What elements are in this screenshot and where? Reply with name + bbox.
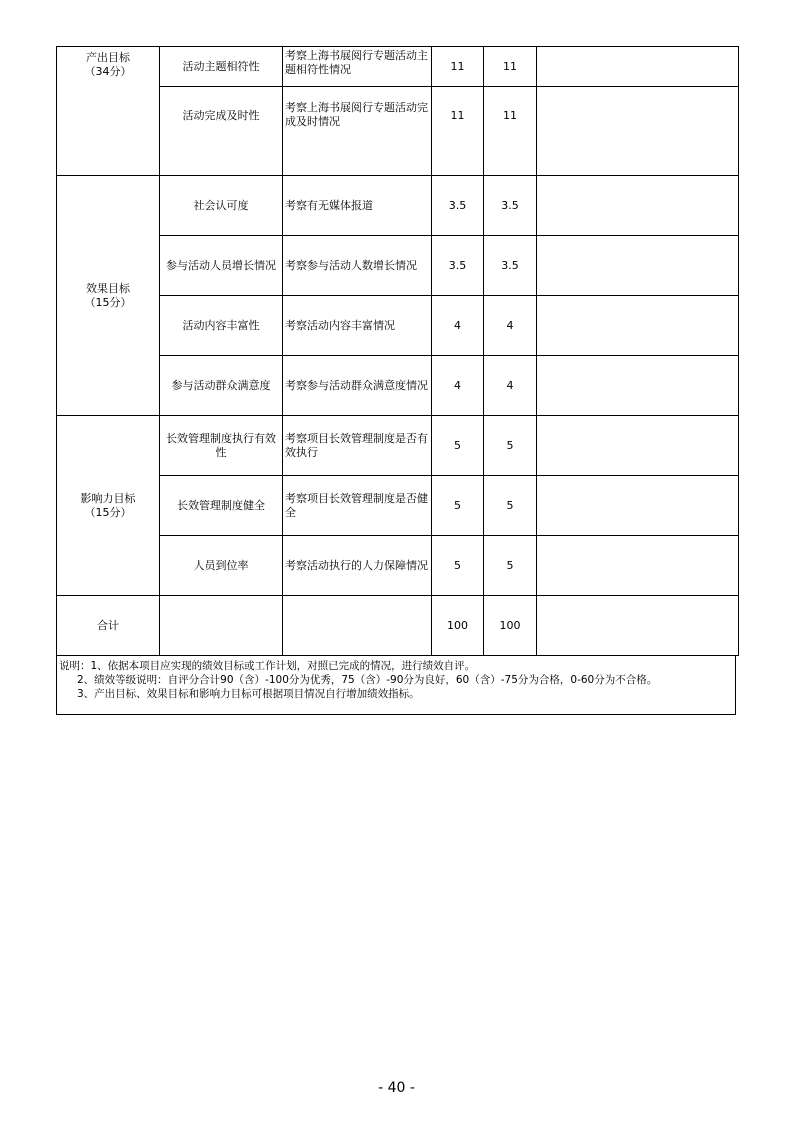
score-cell: 5 — [484, 416, 537, 476]
score-cell: 4 — [484, 296, 537, 356]
note-line-1: 说明：1、依据本项目应实现的绩效目标或工作计划，对照已完成的情况，进行绩效自评。 — [59, 660, 476, 672]
table-row — [57, 296, 739, 356]
table-row — [57, 356, 739, 416]
note-line-3: 3、产出目标、效果目标和影响力目标可根据项目情况自行增加绩效指标。 — [77, 688, 420, 700]
note-line-2: 2、绩效等级说明：自评分合计90（含）-100分为优秀，75（含）-90分为良好，60（含）-75分为合格，0-60分为不合格。 — [77, 674, 658, 686]
standard-cell: 考察上海书展阅行专题活动完成及时情况 — [283, 87, 432, 176]
score-cell: 11 — [484, 87, 537, 176]
table-row — [57, 416, 739, 476]
notes-block — [56, 655, 736, 715]
performance-table-sheet — [56, 46, 738, 716]
remark-cell — [537, 47, 739, 87]
empty-cell — [537, 596, 739, 656]
category-points: （15分） — [84, 505, 132, 519]
standard-cell: 考察活动执行的人力保障情况 — [283, 536, 432, 596]
weight-cell: 11 — [432, 47, 484, 87]
weight-cell: 5 — [432, 416, 484, 476]
empty-cell — [160, 596, 283, 656]
table-row — [57, 176, 739, 236]
score-cell: 3.5 — [484, 176, 537, 236]
remark-cell — [537, 356, 739, 416]
category-label: 产出目标 — [86, 51, 130, 64]
category-label: 影响力目标 — [80, 491, 136, 505]
remark-cell — [537, 176, 739, 236]
weight-cell: 3.5 — [432, 236, 484, 296]
indicator-cell: 活动内容丰富性 — [160, 296, 283, 356]
indicator-cell: 活动完成及时性 — [160, 87, 283, 176]
weight-cell: 11 — [432, 87, 484, 176]
weight-cell: 5 — [432, 476, 484, 536]
standard-cell: 考察项目长效管理制度是否健全 — [283, 476, 432, 536]
category-label: 效果目标 — [86, 281, 130, 295]
indicator-cell: 参与活动群众满意度 — [160, 356, 283, 416]
weight-cell: 4 — [432, 296, 484, 356]
standard-cell: 考察参与活动人数增长情况 — [283, 236, 432, 296]
remark-cell — [537, 296, 739, 356]
score-cell: 5 — [484, 476, 537, 536]
indicator-cell: 社会认可度 — [160, 176, 283, 236]
category-points: （34分） — [84, 65, 132, 78]
indicator-cell: 长效管理制度健全 — [160, 476, 283, 536]
standard-cell: 考察有无媒体报道 — [283, 176, 432, 236]
category-effect — [57, 176, 160, 416]
weight-cell: 3.5 — [432, 176, 484, 236]
indicator-cell: 活动主题相符性 — [160, 47, 283, 87]
standard-cell: 考察项目长效管理制度是否有效执行 — [283, 416, 432, 476]
table-row — [57, 476, 739, 536]
indicator-cell: 参与活动人员增长情况 — [160, 236, 283, 296]
score-cell: 3.5 — [484, 236, 537, 296]
table-row — [57, 47, 739, 87]
table-row — [57, 236, 739, 296]
total-row — [57, 596, 739, 656]
total-label: 合计 — [57, 596, 160, 656]
remark-cell — [537, 416, 739, 476]
remark-cell — [537, 87, 739, 176]
remark-cell — [537, 536, 739, 596]
standard-cell: 考察活动内容丰富情况 — [283, 296, 432, 356]
score-cell: 4 — [484, 356, 537, 416]
performance-table — [56, 46, 739, 656]
table-row — [57, 87, 739, 176]
remark-cell — [537, 236, 739, 296]
empty-cell — [283, 596, 432, 656]
category-influence — [57, 416, 160, 596]
weight-cell: 4 — [432, 356, 484, 416]
remark-cell — [537, 476, 739, 536]
weight-cell: 5 — [432, 536, 484, 596]
standard-cell: 考察上海书展阅行专题活动主题相符性情况 — [283, 47, 432, 87]
standard-cell: 考察参与活动群众满意度情况 — [283, 356, 432, 416]
score-cell: 5 — [484, 536, 537, 596]
category-output — [57, 47, 160, 176]
table-row — [57, 536, 739, 596]
page-number: - 40 - — [378, 1080, 415, 1096]
total-score: 100 — [484, 596, 537, 656]
indicator-cell: 长效管理制度执行有效性 — [160, 416, 283, 476]
indicator-cell: 人员到位率 — [160, 536, 283, 596]
total-weight: 100 — [432, 596, 484, 656]
category-points: （15分） — [84, 295, 132, 309]
score-cell: 11 — [484, 47, 537, 87]
